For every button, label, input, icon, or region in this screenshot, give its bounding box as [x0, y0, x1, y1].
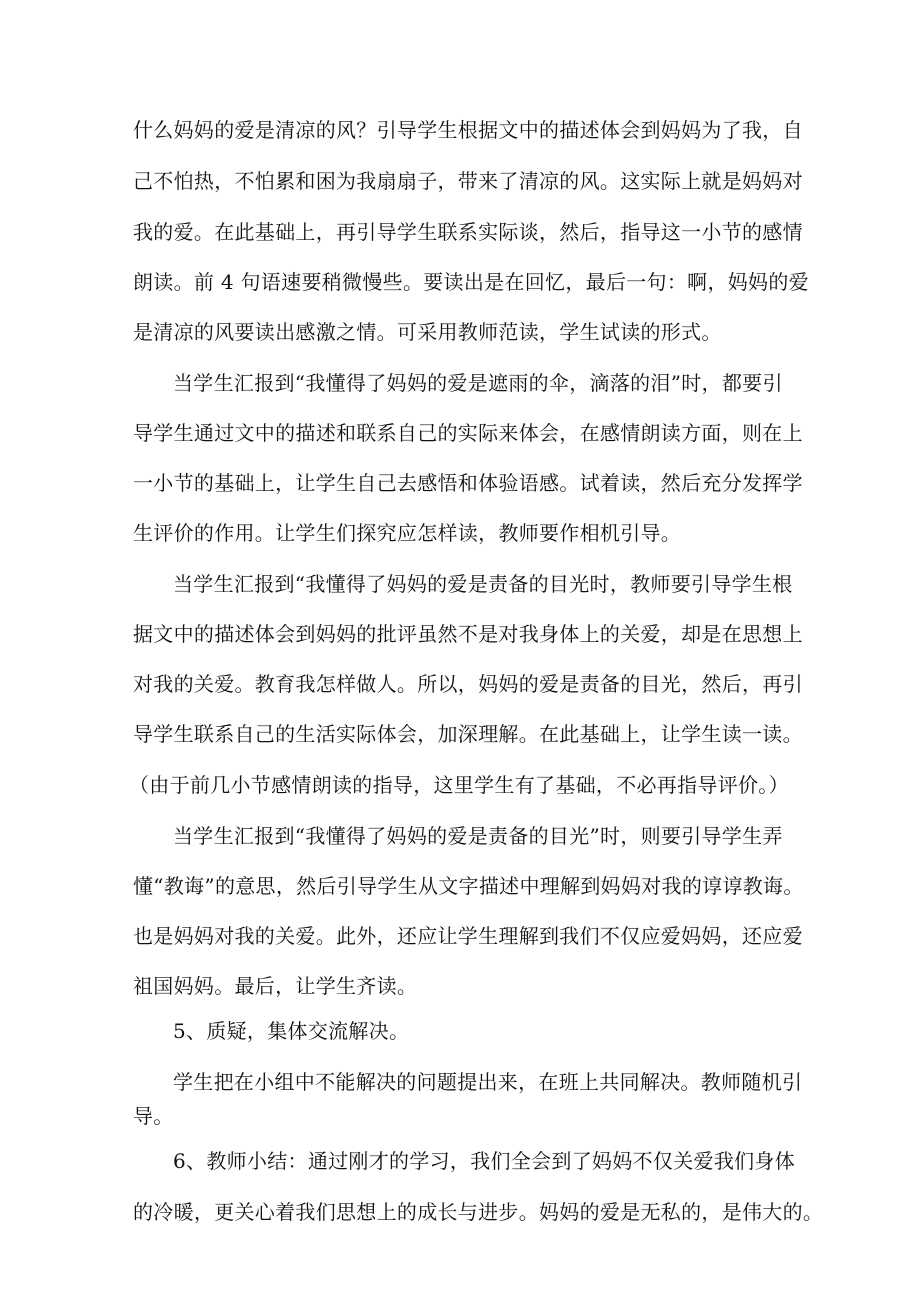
text-line: 当学生汇报到“我懂得了妈妈的爱是责备的目光”时，则要引导学生弄: [173, 824, 783, 848]
text-line: 对我的关爱。教育我怎样做人。所以，妈妈的爱是责备的目光，然后，再引: [133, 672, 803, 696]
text-line: 的冷暖，更关心着我们思想上的成长与进步。妈妈的爱是无私的，是伟大的。: [133, 1200, 824, 1224]
text-line: 我的爱。在此基础上，再引导学生联系实际谈，然后，指导这一小节的感情: [133, 220, 803, 244]
text-line: 朗读。前 4 句语速要稍微慢些。要读出是在回忆，最后一句：啊，妈妈的爱: [133, 270, 809, 294]
text-line: （由于前几小节感情朗读的指导，这里学生有了基础，不必再指导评价。）: [129, 773, 789, 797]
text-line: 6、教师小结：通过刚才的学习，我们全会到了妈妈不仅关爱我们身体: [173, 1149, 796, 1173]
text-line: 导学生联系自己的生活实际体会，加深理解。在此基础上，让学生读一读。: [133, 722, 803, 746]
text-line: 导。: [133, 1104, 174, 1128]
text-line: 当学生汇报到“我懂得了妈妈的爱是遮雨的伞，滴落的泪”时，都要引: [173, 371, 783, 395]
text-line: 导学生通过文中的描述和联系自己的实际来体会，在感情朗读方面，则在上: [133, 421, 803, 445]
text-line: 也是妈妈对我的关爱。此外，还应让学生理解到我们不仅应爱妈妈，还应爱: [133, 924, 803, 948]
text-line: 什么妈妈的爱是清凉的风？引导学生根据文中的描述体会到妈妈为了我，自: [133, 118, 803, 142]
text-line: 当学生汇报到“我懂得了妈妈的爱是责备的目光时，教师要引导学生根: [173, 572, 793, 596]
text-line: 5、质疑，集体交流解决。: [173, 1019, 410, 1043]
text-line: 一小节的基础上，让学生自己去感悟和体验语感。试着读，然后充分发挥学: [133, 471, 803, 495]
text-line: 懂“教诲”的意思，然后引导学生从文字描述中理解到妈妈对我的谆谆教诲。: [133, 874, 804, 898]
text-line: 是清凉的风要读出感激之情。可采用教师范读，学生试读的形式。: [133, 320, 722, 344]
text-line: 学生把在小组中不能解决的问题提出来，在班上共同解决。教师随机引: [173, 1070, 803, 1094]
text-line: 祖国妈妈。最后，让学生齐读。: [133, 974, 418, 998]
text-line: 己不怕热，不怕累和困为我扇扇子，带来了清凉的风。这实际上就是妈妈对: [133, 169, 803, 193]
text-line: 生评价的作用。让学生们探究应怎样读，教师要作相机引导。: [133, 521, 682, 545]
text-line: 据文中的描述体会到妈妈的批评虽然不是对我身体上的关爱，却是在思想上: [133, 622, 803, 646]
